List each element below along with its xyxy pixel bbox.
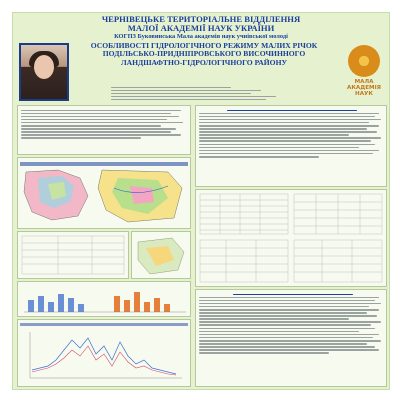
bar-chart-block bbox=[17, 281, 191, 317]
poster-header bbox=[13, 13, 389, 41]
intro-block bbox=[17, 105, 191, 155]
logo-line-2: АКАДЕМІЯ bbox=[347, 85, 381, 91]
author-info-lines bbox=[111, 87, 291, 101]
logo-line-3: НАУК bbox=[355, 91, 373, 97]
header-line-1: ЧЕРНІВЕЦЬКЕ ТЕРИТОРІАЛЬНЕ ВІДДІЛЕННЯ bbox=[101, 14, 301, 24]
legend-table-block bbox=[17, 231, 129, 279]
bar-chart bbox=[18, 282, 190, 316]
academy-logo bbox=[343, 45, 385, 99]
header-line-2: МАЛОЇ АКАДЕМІЇ НАУК УКРАЇНИ bbox=[127, 23, 275, 33]
river-basin-maps bbox=[18, 158, 190, 228]
author-info bbox=[111, 85, 291, 102]
intro-text-lines bbox=[18, 106, 190, 142]
line-chart bbox=[18, 320, 190, 386]
methods-block bbox=[195, 105, 387, 187]
small-map-block bbox=[131, 231, 191, 279]
header-line-3: КОГПЗ Буковинська Мала академія наук учнівської молоді bbox=[114, 33, 288, 40]
conclusions-block bbox=[195, 289, 387, 387]
logo-text bbox=[343, 79, 385, 97]
logo-line-1: МАЛА bbox=[354, 79, 374, 85]
tables-block bbox=[195, 189, 387, 287]
line-chart-block bbox=[17, 319, 191, 387]
conclusions-text-lines bbox=[196, 290, 386, 357]
author-photo bbox=[19, 43, 69, 101]
legend-table bbox=[18, 232, 128, 278]
map-block bbox=[17, 157, 191, 229]
methods-text-lines bbox=[196, 106, 386, 161]
logo-sun-icon bbox=[348, 45, 380, 77]
small-map bbox=[132, 232, 190, 278]
poster bbox=[12, 12, 390, 390]
poster-title: ОСОБЛИВОСТІ ГІДРОЛОГІЧНОГО РЕЖИМУ МАЛИХ РІЧОК ПОДІЛЬСЬКО-ПРИДНІПРОВСЬКОГО ВИСОЧИННОГО ЛАНДШАФТНО-ГІДРОЛОГІЧНОГО РАЙОНУ bbox=[90, 41, 318, 67]
data-tables bbox=[196, 190, 386, 286]
photo-face bbox=[34, 55, 54, 79]
